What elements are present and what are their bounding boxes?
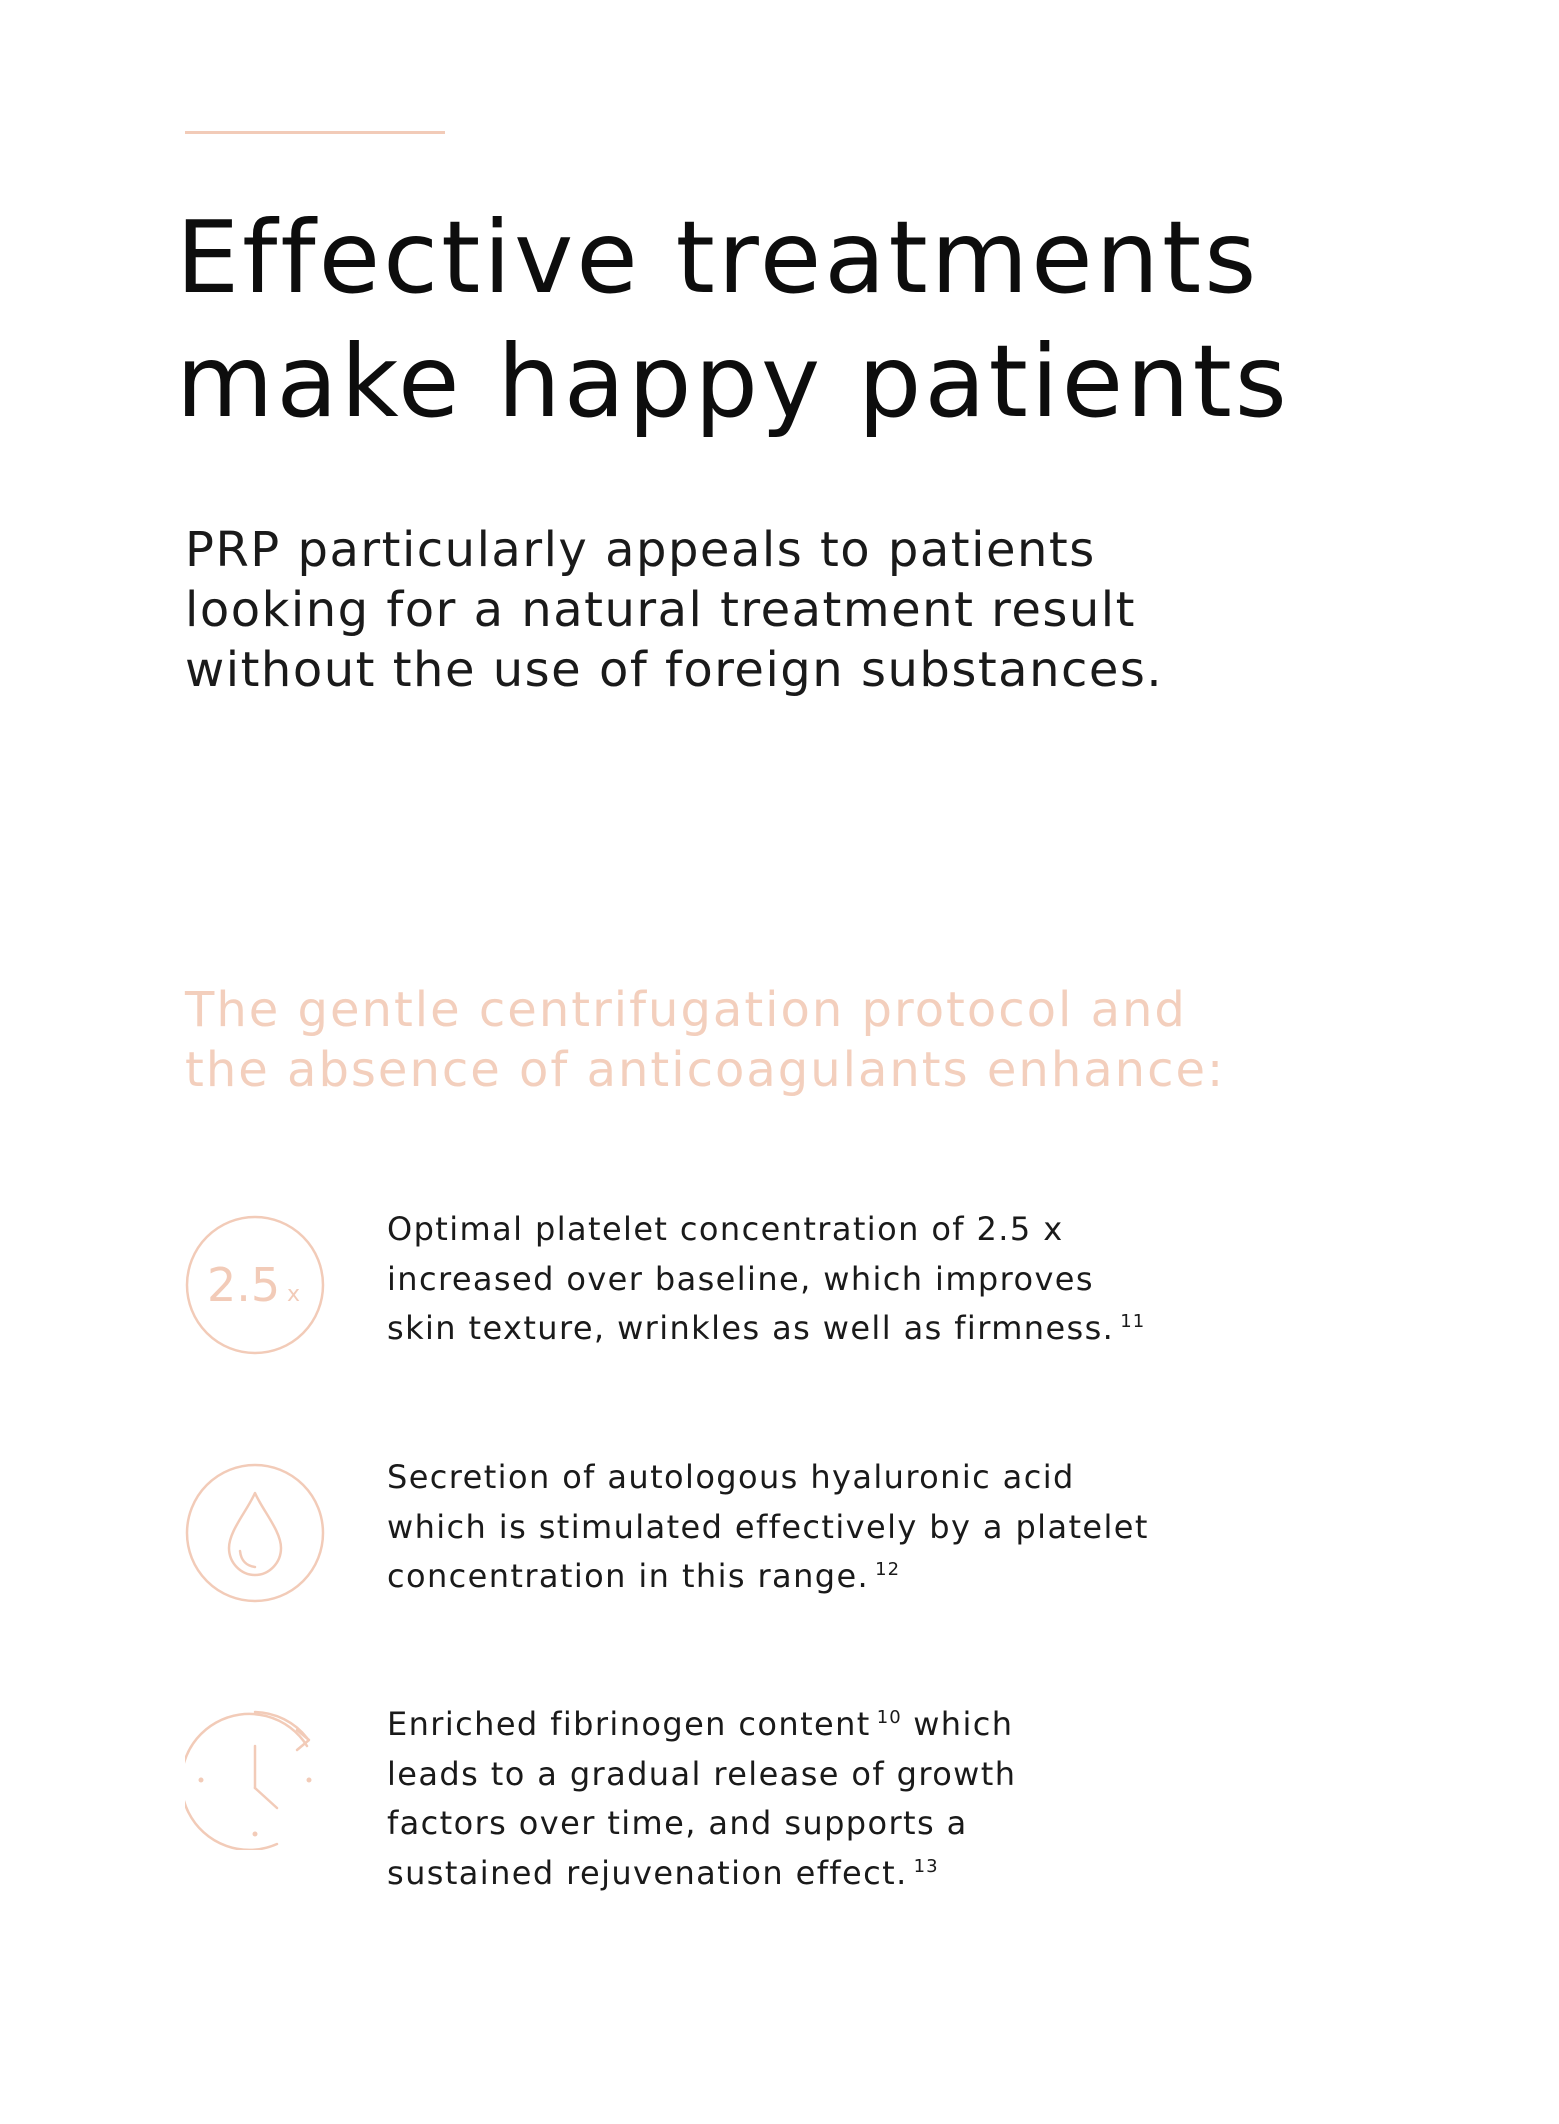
benefit-line [387,1700,1387,1750]
benefit-line [387,1552,1387,1602]
headline-line-2: make happy patients [176,323,1290,440]
intro-paragraph [185,520,1485,700]
subheading [185,980,1505,1100]
benefit-line [387,1304,1387,1354]
droplet-icon [185,1463,325,1603]
icon-unit: x [287,1282,301,1307]
benefit-text [387,1205,1387,1354]
footnote-ref: 10 [876,1707,902,1729]
benefit-line: which is stimulated effectively by a platelet [387,1507,1149,1546]
subheading-line-2: the absence of anticoagulants enhance: [185,1042,1226,1098]
headline-line-1: Effective treatments [176,199,1260,316]
benefit-line-text: Enriched fibrinogen content [387,1705,871,1743]
benefit-text [387,1700,1387,1898]
concentration-2-5x-icon [185,1215,325,1355]
benefit-text [387,1453,1387,1602]
benefit-line: Secretion of autologous hyaluronic acid [387,1458,1075,1496]
icon-value: 2.5 [207,1258,281,1312]
benefit-line-text: which [901,1705,1014,1743]
benefit-line: leads to a gradual release of growth [387,1754,1017,1793]
benefit-line: Optimal platelet concentration of 2.5 x [387,1210,1064,1248]
benefit-line-text: sustained rejuvenation effect. [387,1853,908,1892]
benefit-line: increased over baseline, which improves [387,1259,1094,1298]
subheading-line-1: The gentle centrifugation protocol and [185,982,1187,1038]
headline [176,196,1476,444]
benefit-line-text: concentration in this range. [387,1557,870,1595]
intro-line-3: without the use of foreign substances. [185,642,1164,698]
footnote-ref: 11 [1120,1311,1146,1333]
benefit-line: factors over time, and supports a [387,1804,968,1842]
benefit-line [387,1849,1387,1899]
footnote-ref: 12 [875,1559,901,1581]
footnote-ref: 13 [913,1855,939,1877]
intro-line-2: looking for a natural treatment result [185,582,1136,638]
benefit-line-text: skin texture, wrinkles as well as firmness. [387,1309,1115,1347]
clock-icon [185,1710,325,1850]
intro-line-1: PRP particularly appeals to patients [185,522,1096,578]
accent-rule [185,131,445,134]
